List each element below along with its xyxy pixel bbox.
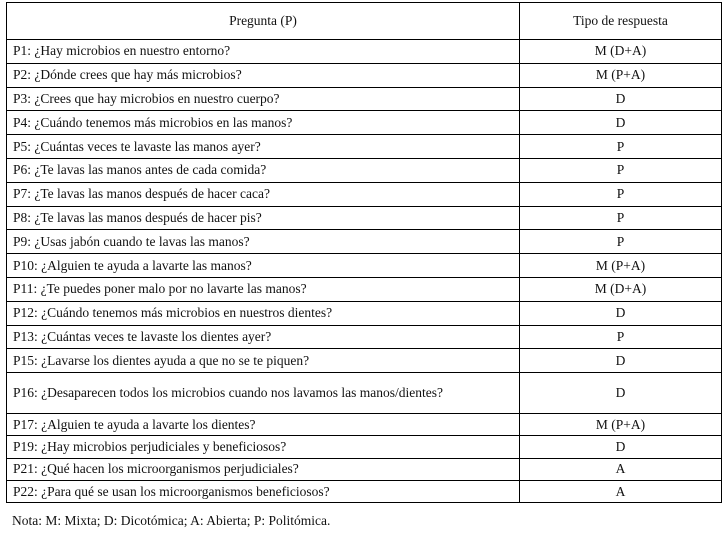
question-cell: P16: ¿Desaparecen todos los microbios cuando nos lavamos las manos/dientes?	[7, 373, 520, 414]
table-row	[7, 135, 722, 159]
table-row	[7, 111, 722, 135]
question-cell: P4: ¿Cuándo tenemos más microbios en las manos?	[7, 111, 520, 135]
question-cell: P2: ¿Dónde crees que hay más microbios?	[7, 63, 520, 87]
response-type-cell: P	[520, 325, 722, 349]
response-type-cell: D	[520, 301, 722, 325]
response-type-cell: A	[520, 458, 722, 480]
table-note: Nota: M: Mixta; D: Dicotómica; A: Abierta; P: Politómica.	[12, 513, 331, 528]
response-type-cell: M (D+A)	[520, 40, 722, 64]
table-row	[7, 301, 722, 325]
header-question: Pregunta (P)	[7, 3, 520, 40]
response-type-cell: P	[520, 158, 722, 182]
table-row	[7, 373, 722, 414]
table-row	[7, 254, 722, 278]
response-type-cell: M (D+A)	[520, 277, 722, 301]
response-type-cell: A	[520, 481, 722, 503]
table-row	[7, 40, 722, 64]
question-cell: P17: ¿Alguien te ayuda a lavarte los dientes?	[7, 414, 520, 436]
table-row	[7, 481, 722, 503]
response-type-cell: P	[520, 230, 722, 254]
table-row	[7, 277, 722, 301]
table-row	[7, 158, 722, 182]
response-type-cell: M (P+A)	[520, 254, 722, 278]
question-cell: P13: ¿Cuántas veces te lavaste los dientes ayer?	[7, 325, 520, 349]
table-row	[7, 325, 722, 349]
response-type-cell: D	[520, 349, 722, 373]
question-cell: P15: ¿Lavarse los dientes ayuda a que no se te piquen?	[7, 349, 520, 373]
table-header-row	[7, 3, 722, 40]
question-cell: P12: ¿Cuándo tenemos más microbios en nuestros dientes?	[7, 301, 520, 325]
questions-table	[6, 2, 722, 503]
table-row	[7, 230, 722, 254]
question-cell: P1: ¿Hay microbios en nuestro entorno?	[7, 40, 520, 64]
question-cell: P22: ¿Para qué se usan los microorganismos beneficiosos?	[7, 481, 520, 503]
table-row	[7, 182, 722, 206]
table-row	[7, 414, 722, 436]
table-row	[7, 436, 722, 458]
table-row	[7, 349, 722, 373]
response-type-cell: D	[520, 87, 722, 111]
question-cell: P8: ¿Te lavas las manos después de hacer pis?	[7, 206, 520, 230]
response-type-cell: D	[520, 373, 722, 414]
question-cell: P6: ¿Te lavas las manos antes de cada comida?	[7, 158, 520, 182]
response-type-cell: P	[520, 182, 722, 206]
response-type-cell: M (P+A)	[520, 63, 722, 87]
question-cell: P9: ¿Usas jabón cuando te lavas las manos?	[7, 230, 520, 254]
header-response-type: Tipo de respuesta	[520, 3, 722, 40]
question-cell: P5: ¿Cuántas veces te lavaste las manos ayer?	[7, 135, 520, 159]
response-type-cell: D	[520, 111, 722, 135]
question-cell: P21: ¿Qué hacen los microorganismos perjudiciales?	[7, 458, 520, 480]
question-cell: P3: ¿Crees que hay microbios en nuestro cuerpo?	[7, 87, 520, 111]
table-row	[7, 87, 722, 111]
table-row	[7, 206, 722, 230]
question-cell: P19: ¿Hay microbios perjudiciales y beneficiosos?	[7, 436, 520, 458]
question-cell: P10: ¿Alguien te ayuda a lavarte las manos?	[7, 254, 520, 278]
question-cell: P7: ¿Te lavas las manos después de hacer caca?	[7, 182, 520, 206]
table-row	[7, 458, 722, 480]
response-type-cell: P	[520, 135, 722, 159]
response-type-cell: M (P+A)	[520, 414, 722, 436]
question-cell: P11: ¿Te puedes poner malo por no lavarte las manos?	[7, 277, 520, 301]
table-row	[7, 63, 722, 87]
response-type-cell: D	[520, 436, 722, 458]
response-type-cell: P	[520, 206, 722, 230]
